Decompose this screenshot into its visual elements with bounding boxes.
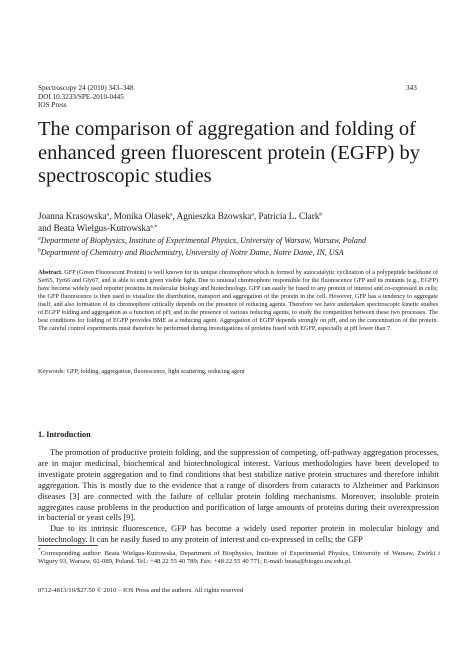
footnote-mark: *	[38, 547, 41, 554]
paper-title: The comparison of aggregation and folding of enhanced green fluorescent protein (EGFP) by spectroscopic studies	[38, 118, 420, 187]
author-affiliation-mark: a	[106, 211, 110, 218]
body-text	[38, 448, 439, 546]
author-affiliation-mark: b	[319, 211, 323, 218]
journal-doi: DOI 10.3233/SPE-2010-0445	[38, 92, 124, 101]
paragraph: The promotion of productive protein folding, and the suppression of competing, off-pathway aggregation processes, are in major medicinal, biochemical and biotechnological interest. Various methodologies have been developed to investigate protein aggregation and to find conditions that best stabilize native protein structures and therefore inhibit aggregation. This is mostly due to the evidence that a range of disorders from cataracts to Alzheimer and Parkinson diseases [3] are connected with the failure of cellular protein folding mechanisms. Moreover, insoluble protein aggregates cause problems in the production and purification of large amounts of proteins during their overexpression in bacterial or yeast cells [9].	[38, 448, 439, 523]
section-title: Introduction	[46, 430, 91, 439]
author-name: Beata Wielgus-Kutrowska	[53, 222, 151, 233]
footnote-rule	[38, 545, 98, 546]
author-name: Agnieszka Bzowska	[176, 211, 252, 221]
author-affiliation-mark: a	[170, 211, 173, 218]
keywords-text: GFP, folding, aggregation, fluorescence, light scattering, reducing agent	[66, 368, 245, 375]
keywords	[38, 368, 438, 376]
footnote	[38, 547, 440, 567]
page-number: 343	[406, 84, 417, 92]
affiliation: $^b$Department of Chemistry and Biochemistry, University of Notre Dame, Notre Dame, IN, USA	[38, 247, 344, 257]
journal-publisher: IOS Press	[38, 101, 67, 110]
author-affiliation-mark: a,∗	[150, 223, 158, 229]
author-conjunction: and	[38, 222, 52, 233]
keywords-label: Keywords:	[38, 368, 66, 375]
journal-volume: Spectroscopy 24 (2010) 343–348	[38, 84, 134, 92]
footnote-text: Corresponding author: Beata Wielgus-Kutrowska, Department of Biophysics, Institute of Experimental Physics, University of Warsaw, Żwirki i Wigury 93, Warsaw, 02-089, Poland. Tel.: +48 22 55 40 789; Fax: +48 22 55 40 771; E-mail: beata@biogeo.uw.edu.pl.	[38, 550, 440, 566]
author-name: Joanna Krasowska	[38, 211, 107, 221]
abstract	[38, 269, 438, 333]
section-heading	[38, 430, 91, 439]
journal-citation	[38, 84, 134, 110]
author-name: Monika Olasek	[113, 211, 171, 221]
author-list: Joanna Krasowska$^a$, Monika Olasek$^a$, Agnieszka Bzowska$^a$, Patricia L. Clark$^b$ and Beata Wielgus-Kutrowska$^{a,∗}$	[38, 211, 323, 233]
author-affiliation-mark: a	[251, 211, 254, 218]
abstract-text: GFP (Green Fluorescent Protein) is well known for its unique chromophore which is formed by autocatalytic cyclization of a polypeptide backbone of Ser65, Tyr66 and Gly67, and is able to emit green visible light. Due to unusual chromophore responsible for the fluorescence GFP and its mutants (e.g., EGFP) have become widely used reporter proteins in molecular biology and biotechnology. GFP can easily be fused to any protein of interest and co-expressed in cells; the GFP fluorescence is then used to visualize the distribution, transport and aggregation of the protein in the cell. However, GFP has a tendency to aggregate itself, and also formation of its chromophore critically depends on the presence of reducing agents. Therefore we have undertaken spectroscopic kinetic studies of EGFP folding and aggregation as a function of pH, and in the presence of various reducing agents, to study the competition between these two processes. The best conditions for folding of EGFP provides BME as a reducing agent. Aggregation of EGFP depends strongly on pH, and on the concentration of the protein. The careful control experiments must therefore be performed during investigations of proteins fused with EGFP, especially at pH lower than 7.	[38, 269, 438, 332]
paragraph: Due to its intrinsic fluorescence, GFP has become a widely used reporter protein in molecular biology and biotechnology. It can be easily fused to any protein of interest and co-expressed in cells; the GFP	[38, 524, 439, 545]
copyright-line: 0712-4813/10/$27.50 © 2010 – IOS Press and the authors. All rights reserved	[38, 587, 244, 594]
section-number: 1.	[38, 430, 45, 439]
affiliation: $^a$Department of Biophysics, Institute of Experimental Physics, University of Warsaw, Warsaw, Poland	[38, 235, 367, 245]
abstract-label: Abstract.	[38, 269, 63, 276]
author-name: Patricia L. Clark	[258, 211, 320, 221]
